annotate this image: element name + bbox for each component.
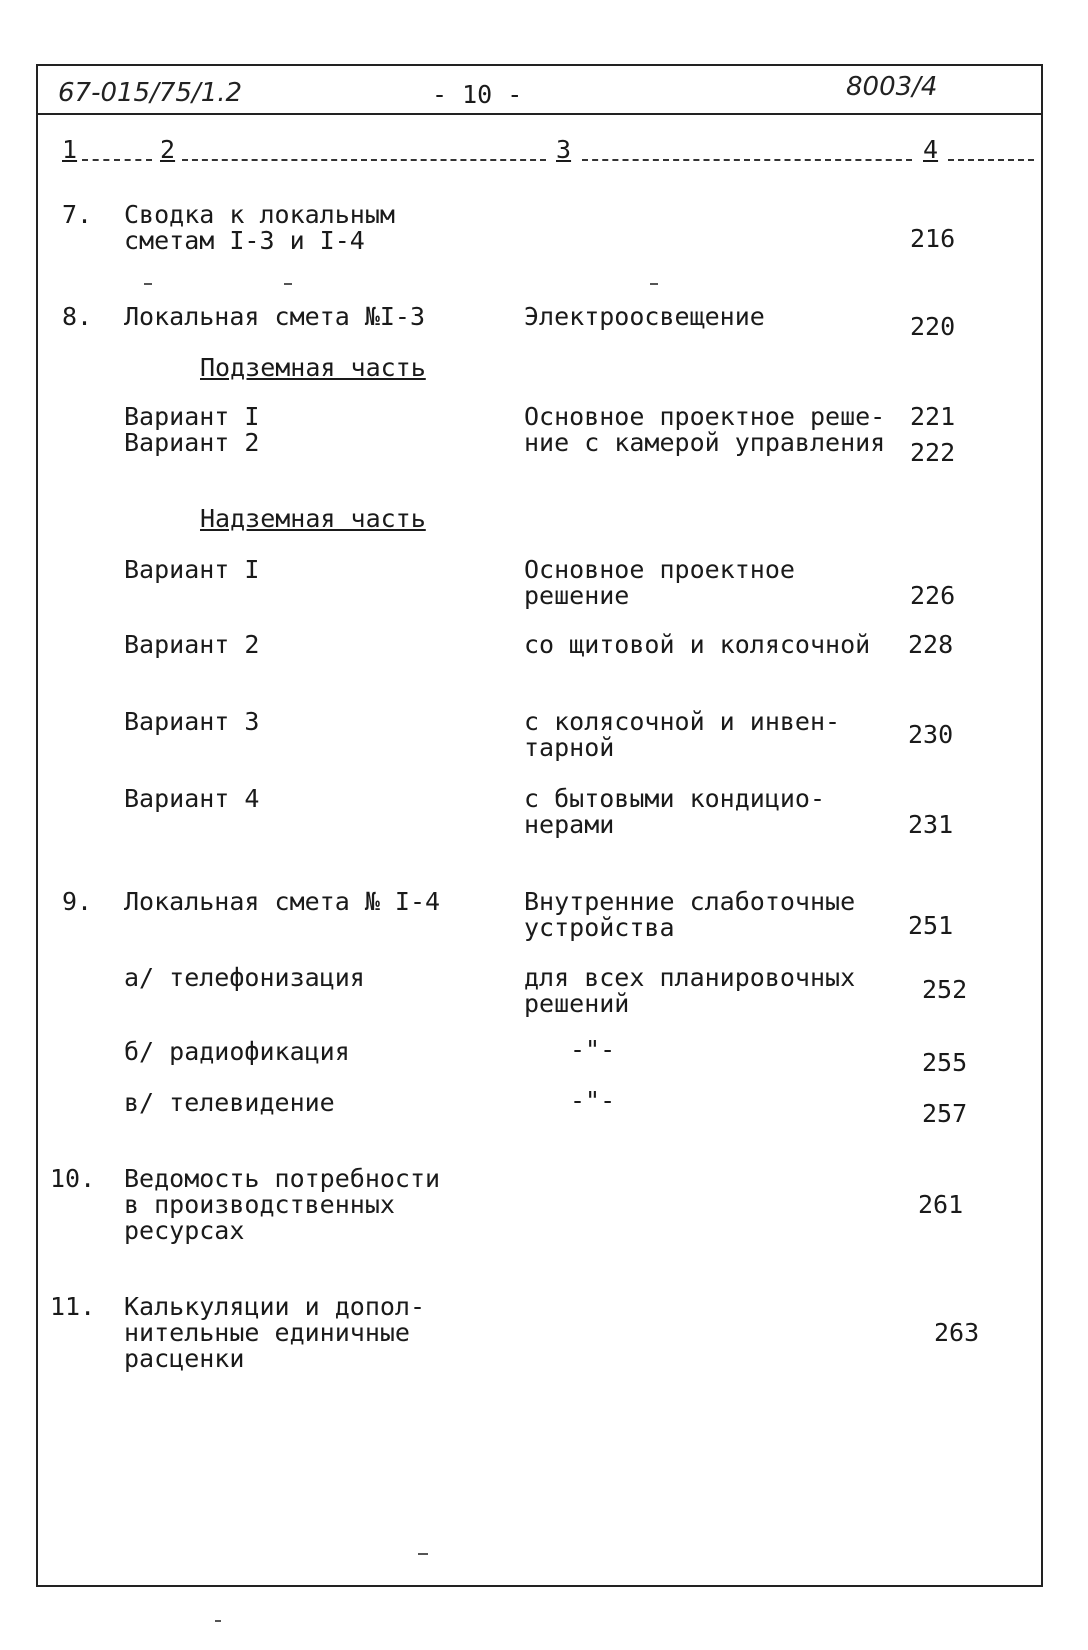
row-8-number: 8. — [62, 302, 93, 331]
row-11-title-line-2: нительные единичные — [124, 1318, 410, 1347]
row-9b-ditto: -"- — [570, 1035, 616, 1064]
row-9-description-line-2: устройства — [524, 913, 675, 942]
doc-code: 67-015/75/1.2 — [58, 78, 243, 108]
row-7-number: 7. — [62, 200, 93, 229]
row-9-number: 9. — [62, 887, 93, 916]
column-dash — [182, 159, 546, 161]
row-11-title-line-3: расценки — [124, 1344, 245, 1373]
row-10-title-line-1: Ведомость потребности — [124, 1164, 441, 1193]
row-11-title-line-1: Калькуляции и допол- — [124, 1292, 426, 1321]
column-dash — [582, 159, 912, 161]
aboveground-variant-3-page: 230 — [908, 720, 954, 749]
scan-speck — [284, 283, 292, 285]
underground-variant-2: Вариант 2 — [124, 428, 260, 457]
row-7-title-line-2: сметам I-3 и I-4 — [124, 226, 365, 255]
row-9c-title: в/ телевидение — [124, 1088, 335, 1117]
page-number: - 10 - — [432, 80, 523, 109]
aboveground-heading: Надземная часть — [200, 504, 426, 533]
underground-description-line-1: Основное проектное реше- — [524, 402, 886, 431]
aboveground-variant-1: Вариант I — [124, 555, 260, 584]
underground-page-1: 221 — [910, 402, 956, 431]
column-number-4: 4 — [923, 135, 939, 164]
scan-speck — [650, 283, 658, 285]
archive-number: 8003/4 — [846, 72, 938, 102]
aboveground-variant-4-description-line-1: с бытовыми кондицио- — [524, 784, 826, 813]
aboveground-variant-2-description: со щитовой и колясочной — [524, 630, 871, 659]
row-10-title-line-2: в производственных — [124, 1190, 395, 1219]
aboveground-variant-1-page: 226 — [910, 581, 956, 610]
aboveground-variant-4: Вариант 4 — [124, 784, 260, 813]
header-divider — [36, 113, 1043, 115]
aboveground-variant-2-page: 228 — [908, 630, 954, 659]
scan-speck — [144, 283, 152, 285]
row-8-description: Электроосвещение — [524, 302, 765, 331]
scan-speck — [418, 1553, 428, 1555]
column-number-3: 3 — [556, 135, 572, 164]
row-9b-title: б/ радиофикация — [124, 1037, 350, 1066]
row-9a-title: а/ телефонизация — [124, 963, 365, 992]
row-11-number: 11. — [50, 1292, 96, 1321]
aboveground-variant-3: Вариант 3 — [124, 707, 260, 736]
row-7-title-line-1: Сводка к локальным — [124, 200, 395, 229]
row-11-page: 263 — [934, 1318, 980, 1347]
aboveground-variant-2: Вариант 2 — [124, 630, 260, 659]
column-dash — [948, 159, 1034, 161]
aboveground-variant-1-description-line-2: решение — [524, 581, 630, 610]
row-9-page: 251 — [908, 911, 954, 940]
row-9c-ditto: -"- — [570, 1086, 616, 1115]
aboveground-variant-1-description-line-1: Основное проектное — [524, 555, 795, 584]
scan-speck — [215, 1620, 221, 1622]
row-9a-page: 252 — [922, 975, 968, 1004]
underground-page-2: 222 — [910, 438, 956, 467]
row-8-page: 220 — [910, 312, 956, 341]
row-10-number: 10. — [50, 1164, 96, 1193]
underground-variant-1: Вариант I — [124, 402, 260, 431]
aboveground-variant-3-description-line-2: тарной — [524, 733, 615, 762]
aboveground-variant-3-description-line-1: с колясочной и инвен- — [524, 707, 841, 736]
underground-heading: Подземная часть — [200, 353, 426, 382]
row-7-page: 216 — [910, 224, 956, 253]
row-9-title: Локальная смета № I-4 — [124, 887, 441, 916]
column-number-2: 2 — [160, 135, 176, 164]
column-dash — [82, 159, 152, 161]
row-9-description-line-1: Внутренние слаботочные — [524, 887, 856, 916]
row-9b-page: 255 — [922, 1048, 968, 1077]
row-9c-page: 257 — [922, 1099, 968, 1128]
row-10-page: 261 — [918, 1190, 964, 1219]
row-9a-description-line-1: для всех планировочных — [524, 963, 856, 992]
aboveground-variant-4-page: 231 — [908, 810, 954, 839]
column-number-1: 1 — [62, 135, 78, 164]
row-10-title-line-3: ресурсах — [124, 1216, 245, 1245]
aboveground-variant-4-description-line-2: нерами — [524, 810, 615, 839]
row-9a-description-line-2: решений — [524, 989, 630, 1018]
underground-description-line-2: ние с камерой управления — [524, 428, 886, 457]
row-8-title: Локальная смета №I-3 — [124, 302, 426, 331]
